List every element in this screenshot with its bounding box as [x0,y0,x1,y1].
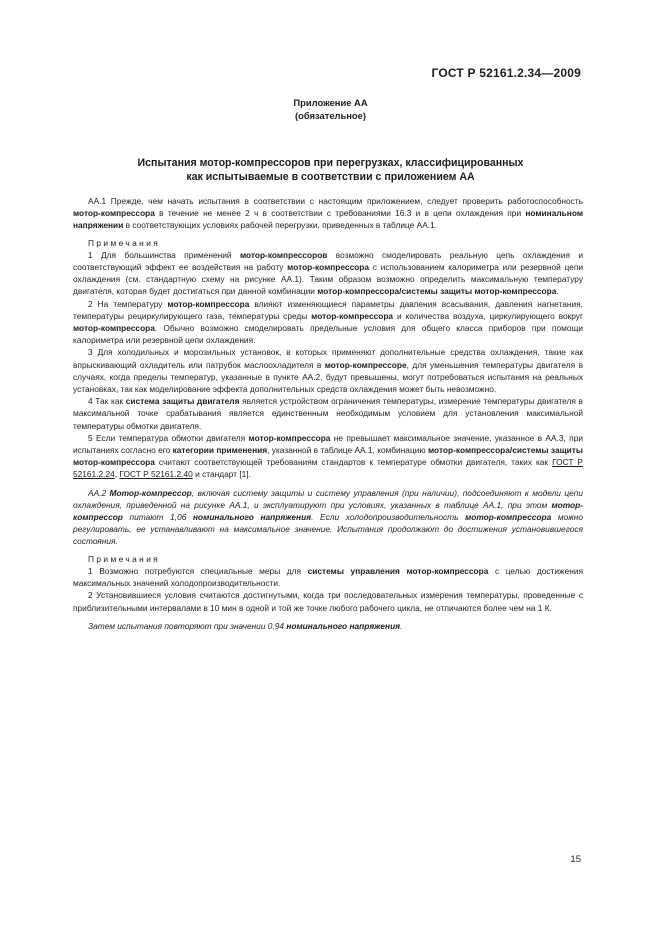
note-4: 4 Так как система защиты двигателя является устройством ограничения температуры, измерение температуры двигателя в максимальной точке срабатывания является единственным необходимым условием для установления максимальной температуры обмотки двигателя. [73,396,583,431]
note-5: 5 Если температура обмотки двигателя мотор-компрессора не превышает максимальное значение, указанное в АА.3, при испытаниях согласно его категории применения, указанной в таблице АА.1, комбинацию мотор-компрессора/системы защиты мотор-компрессора считают соответствующей требованиям стандартов к температуре обмотки двигателя, таких как ГОСТ Р 52161.2.24, ГОСТ Р 52161.2.40 и стандарт [1]. [73,432,583,480]
document-code: ГОСТ Р 52161.2.34—2009 [431,66,581,80]
body-text [73,195,583,632]
page-number: 15 [570,854,581,865]
notes-heading-2: Примечания [88,553,161,564]
note-2: 2 На температуру мотор-компрессора влияют изменяющиеся параметры давления всасывания, давления нагнетания, температуры рециркулирующего газа, температуры среды мотор-компрессора и количества воздуха, циркулирующего вокруг мотор-компрессора. Обычно возможно смоделировать предельные условия для общего класса приборов при помощи калориметра или резервной цепи охлаждения. [73,298,583,346]
appendix-status: (обязательное) [295,110,366,121]
paragraph-aa1: АА.1 Прежде, чем начать испытания в соответствии с настоящим приложением, следует проверить работоспособность мотор-компрессора в течение не менее 2 ч в соответствии с требованиями 16.3 и в цепи охлаждения при номинальном напряжении в соответствующих условиях рабочей перегрузки, приведенных в таблице АА.1. [73,196,583,231]
appendix-title: Приложение АА [293,97,368,108]
paragraph-aa2: АА.2 Мотор-компрессор, включая систему защиты и систему управления (при наличии), подсоединяют к модели цепи охлаждения, приведенной на рисунке АА.1, и эксплуатируют при условиях, указанных в таблице АА.1, при этом мотор-компрессор питают 1,06 номинального напряжения. Если холодопроизводительность мотор-компрессора можно регулировать, ее устанавливают на максимальное значение. Испытания продолжают до достижения установившегося состояния. [73,487,583,547]
notes-heading: Примечания [88,237,161,248]
note-aa2-2: 2 Установившиеся условия считаются достигнутыми, когда три последовательных измерения температуры, проведенные с приблизительными интервалами в 10 мин в одной и той же точке любого рабочего цикла, не отличаются более чем на 1 К. [73,590,583,613]
section-title-line1: Испытания мотор-компрессоров при перегрузках, классифицированных [137,157,524,169]
note-1: 1 Для большинства применений мотор-компрессоров возможно смоделировать реальную цепь охлаждения и соответствующий эффект ее воздействия на работу мотор-компрессора с использованием калориметра или резервной цепи охлаждения (см. стандартную схему на рисунке АА.1). Таким образом возможно определить максимальную температуру двигателя, которая будет достигаться при данной комбинации мотор-компрессора/системы защиты мотор-компрессора. [73,249,583,297]
section-title-line2: как испытываемые в соответствии с приложением АА [186,171,475,183]
standard-link-2[interactable]: ГОСТ Р 52161.2.40 [119,469,193,480]
standard-link-1[interactable]: ГОСТ Р 52161.2.24 [73,457,583,480]
note-aa2-1: 1 Возможно потребуются специальные меры для системы управления мотор-компрессора с целью достижения максимальных значений холодопроизводительности. [73,565,584,589]
note-3: 3 Для холодильных и морозильных установок, в которых применяют дополнительные средства охлаждения, такие как впрыскивающий охладитель или патрубок маслоохладителя в мотор-компрессоре, для уменьшения температуры двигателя в случаях, когда пределы температур, указанные в пункте АА.2, будут превышены, могут потребоваться испытания на реальных установках, так как моделирование эффекта дополнительных средств охлаждения может быть невозможно. [73,347,583,395]
paragraph-final: Затем испытания повторяют при значении 0,94 номинального напряжения. [88,620,403,631]
